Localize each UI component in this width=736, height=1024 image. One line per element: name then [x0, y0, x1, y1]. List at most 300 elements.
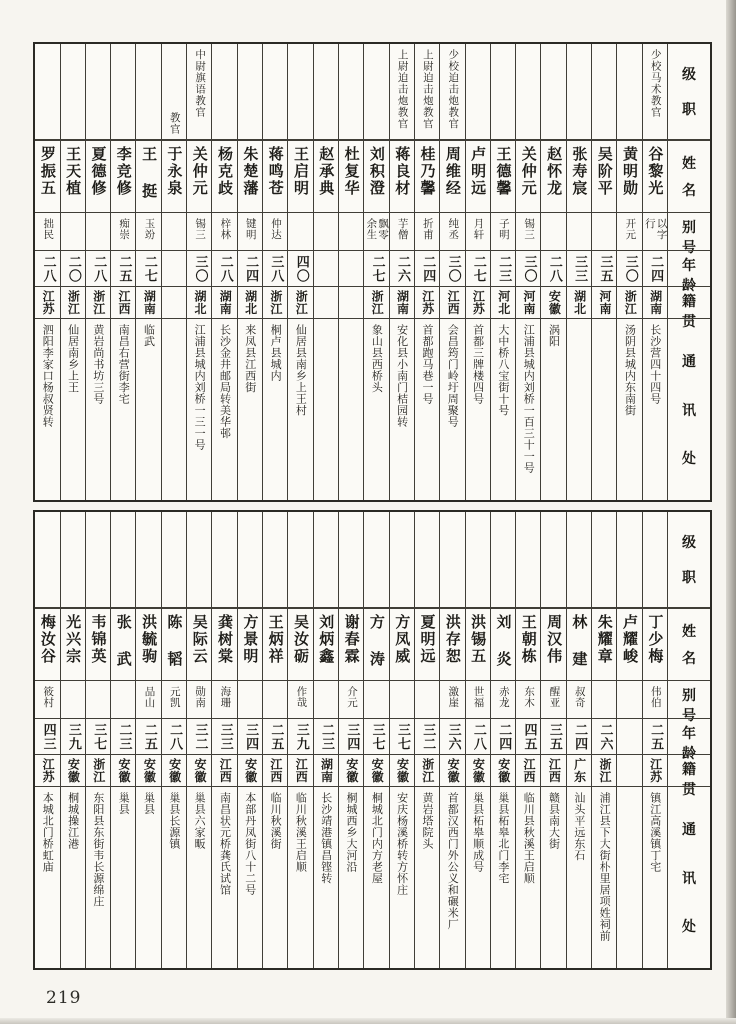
person-column	[643, 44, 668, 500]
name-cell: 罗振五	[35, 139, 59, 212]
name-cell: 王德馨	[491, 139, 515, 212]
address-cell: 长沙金井邮局转美华邨	[212, 318, 236, 500]
person-column	[162, 512, 187, 968]
address-cell: 汤阴县城内东南街	[617, 318, 641, 500]
rank-cell: 上尉迫击炮教官	[396, 49, 409, 130]
rank-cell	[238, 44, 262, 139]
name-cell: 夏明远	[415, 607, 439, 680]
origin-cell: 湖南	[212, 286, 236, 318]
name-cell: 赵怀龙	[541, 139, 565, 212]
origin-cell: 浙江	[86, 754, 110, 786]
name-cell: 谷黎光	[643, 139, 667, 212]
origin-cell: 江苏	[643, 754, 667, 786]
name-cell: 陈 韬	[162, 607, 186, 680]
alias-cell	[364, 680, 388, 718]
address-cell: 东阳县东街韦长源绵庄	[86, 786, 110, 968]
alias-cell: 伟伯	[643, 680, 667, 718]
alias-cell: 仲达	[263, 212, 287, 250]
alias-cell: 东木	[516, 680, 540, 718]
origin-cell: 湖北	[238, 286, 262, 318]
person-column	[111, 44, 136, 500]
origin-cell	[617, 754, 641, 786]
age-cell: 三七	[364, 718, 388, 754]
alias-cell: 勋南	[187, 680, 211, 718]
alias-cell: 叔奇	[567, 680, 591, 718]
address-cell	[592, 318, 616, 500]
origin-cell: 江西	[212, 754, 236, 786]
rank-cell	[516, 512, 540, 607]
address-cell: 浦江县下大街朴里居项姓祠前	[592, 786, 616, 968]
person-column	[35, 44, 60, 500]
person-column	[136, 44, 161, 500]
name-cell: 周维经	[440, 139, 464, 212]
age-cell: 二五	[111, 250, 135, 286]
age-cell: 三三	[212, 718, 236, 754]
alias-cell: 拙民	[35, 212, 59, 250]
rank-cell	[187, 512, 211, 607]
origin-cell: 安徽	[491, 754, 515, 786]
rank-cell	[466, 512, 490, 607]
origin-cell: 湖南	[136, 286, 160, 318]
address-cell: 临川秋溪王启顺	[288, 786, 312, 968]
person-column	[61, 44, 86, 500]
age-cell: 二八	[86, 250, 110, 286]
origin-cell: 江西	[111, 286, 135, 318]
address-cell: 象山县西桥头	[364, 318, 388, 500]
alias-cell: 玉竕	[136, 212, 160, 250]
age-cell: 三〇	[617, 250, 641, 286]
address-cell: 桐卢县城内	[263, 318, 287, 500]
person-column	[86, 44, 111, 500]
alias-cell: 月轩	[466, 212, 490, 250]
name-cell: 梅汝谷	[35, 607, 59, 680]
person-column	[35, 512, 60, 968]
person-column	[238, 44, 263, 500]
rank-cell	[86, 44, 110, 139]
rank-cell: 上尉迫击炮教官	[421, 49, 434, 130]
rank-cell: 少校迫击炮教官	[447, 49, 460, 130]
row-label-alias: 别 号	[668, 212, 710, 250]
name-cell: 王炳祥	[263, 607, 287, 680]
alias-cell: 芋僧	[390, 212, 414, 250]
alias-cell: 折甫	[415, 212, 439, 250]
rank-cell	[238, 512, 262, 607]
person-column	[617, 44, 642, 500]
person-column	[288, 512, 313, 968]
name-cell: 卢耀峻	[617, 607, 641, 680]
name-cell: 周汉伟	[541, 607, 565, 680]
address-cell: 大中桥八宝街十号	[491, 318, 515, 500]
row-label-origin: 籍 贯	[668, 754, 710, 786]
rank-cell	[86, 512, 110, 607]
age-cell: 三三	[567, 250, 591, 286]
rank-cell	[415, 512, 439, 607]
alias-cell	[541, 212, 565, 250]
name-cell: 王 挺	[136, 139, 160, 212]
origin-cell: 河北	[491, 286, 515, 318]
address-cell: 桐城北门内方老屋	[364, 786, 388, 968]
address-cell: 江浦县城内刘桥一百三十一号	[516, 318, 540, 500]
alias-cell	[314, 212, 338, 250]
person-column	[390, 512, 415, 968]
row-label-origin: 籍 贯	[668, 286, 710, 318]
address-cell: 长沙靖港镇昌铿转	[314, 786, 338, 968]
alias-cell	[61, 212, 85, 250]
row-label-rank: 级 职	[682, 534, 696, 587]
person-column	[263, 512, 288, 968]
person-column	[491, 512, 516, 968]
age-cell: 三九	[61, 718, 85, 754]
alias-cell	[86, 680, 110, 718]
address-cell: 涡阳	[541, 318, 565, 500]
alias-cell: 元凯	[162, 680, 186, 718]
name-cell: 关仲元	[187, 139, 211, 212]
age-cell: 三〇	[440, 250, 464, 286]
origin-cell: 安徽	[136, 754, 160, 786]
alias-cell: 品山	[136, 680, 160, 718]
alias-cell: 锡三	[516, 212, 540, 250]
name-cell: 关仲元	[516, 139, 540, 212]
name-cell: 夏德修	[86, 139, 110, 212]
rank-cell	[541, 512, 565, 607]
rank-cell	[567, 512, 591, 607]
row-label-name: 姓 名	[668, 139, 710, 212]
person-column	[466, 512, 491, 968]
alias-cell	[567, 212, 591, 250]
address-cell: 江浦县城内刘桥一三一号	[187, 318, 211, 500]
address-cell	[339, 318, 363, 500]
person-column	[162, 44, 187, 500]
alias-cell	[415, 680, 439, 718]
origin-cell: 安徽	[364, 754, 388, 786]
row-label-rank: 级 职	[682, 66, 696, 119]
person-column	[415, 44, 440, 500]
person-column	[187, 512, 212, 968]
name-cell: 卢明远	[466, 139, 490, 212]
address-cell	[567, 318, 591, 500]
person-column	[390, 44, 415, 500]
person-column	[466, 44, 491, 500]
age-cell: 二三	[491, 250, 515, 286]
name-cell: 方 涛	[364, 607, 388, 680]
rank-cell	[35, 512, 59, 607]
origin-cell: 安徽	[61, 754, 85, 786]
address-cell: 巢县	[111, 786, 135, 968]
person-column	[212, 44, 237, 500]
address-cell: 长沙营四十四号	[643, 318, 667, 500]
alias-cell	[617, 680, 641, 718]
rank-cell	[61, 44, 85, 139]
age-cell: 四三	[35, 718, 59, 754]
age-cell	[617, 718, 641, 754]
person-column	[415, 512, 440, 968]
alias-cell	[592, 212, 616, 250]
address-cell: 泗阳李家口杨叔贤转	[35, 318, 59, 500]
name-cell: 张寿宸	[567, 139, 591, 212]
alias-cell: 筱村	[35, 680, 59, 718]
row-label-column	[668, 512, 710, 968]
person-column	[643, 512, 668, 968]
name-cell: 方凤威	[390, 607, 414, 680]
name-cell: 丁少梅	[643, 607, 667, 680]
person-column	[440, 44, 465, 500]
origin-cell: 河南	[592, 286, 616, 318]
name-cell: 王启明	[288, 139, 312, 212]
rank-cell	[111, 512, 135, 607]
name-cell: 光兴宗	[61, 607, 85, 680]
name-cell: 洪毓驹	[136, 607, 160, 680]
age-cell: 三九	[288, 718, 312, 754]
origin-cell: 安徽	[466, 754, 490, 786]
address-cell: 首都三牌楼四号	[466, 318, 490, 500]
address-cell: 巢县	[136, 786, 160, 968]
person-column	[567, 44, 592, 500]
origin-cell: 安徽	[440, 754, 464, 786]
alias-cell: 世福	[466, 680, 490, 718]
rank-cell	[162, 512, 186, 607]
origin-cell: 河南	[516, 286, 540, 318]
rank-cell	[617, 512, 641, 607]
origin-cell: 浙江	[263, 286, 287, 318]
address-cell: 南昌右营街李宅	[111, 318, 135, 500]
alias-cell	[111, 680, 135, 718]
alias-cell	[162, 212, 186, 250]
rank-cell	[339, 44, 363, 139]
scan-edge-bottom	[0, 1018, 736, 1024]
age-cell: 二五	[263, 718, 287, 754]
alias-cell: 梓林	[212, 212, 236, 250]
age-cell: 二八	[35, 250, 59, 286]
age-cell: 二六	[592, 718, 616, 754]
alias-cell	[263, 680, 287, 718]
origin-cell: 安徽	[390, 754, 414, 786]
alias-cell	[390, 680, 414, 718]
address-cell: 巢县柘皋北门李宅	[491, 786, 515, 968]
person-column	[288, 44, 313, 500]
rank-cell	[339, 512, 363, 607]
origin-cell: 广东	[567, 754, 591, 786]
name-cell: 刘 炎	[491, 607, 515, 680]
page-number: 219	[46, 988, 82, 1008]
row-label-name: 姓 名	[668, 607, 710, 680]
rank-cell	[466, 44, 490, 139]
age-cell: 二五	[643, 718, 667, 754]
age-cell: 三七	[86, 718, 110, 754]
age-cell: 二四	[238, 250, 262, 286]
roster-table-top	[33, 42, 712, 502]
rank-cell	[643, 512, 667, 607]
age-cell: 二八	[162, 718, 186, 754]
name-cell: 吴阶平	[592, 139, 616, 212]
address-cell: 巢县六家畈	[187, 786, 211, 968]
age-cell	[162, 250, 186, 286]
origin-cell: 安徽	[339, 754, 363, 786]
rank-cell	[617, 44, 641, 139]
rank-cell	[516, 44, 540, 139]
name-cell: 朱耀章	[592, 607, 616, 680]
origin-cell: 浙江	[86, 286, 110, 318]
age-cell: 二五	[136, 718, 160, 754]
row-label-age: 年 龄	[668, 718, 710, 754]
rank-cell: 少校马术教官	[649, 49, 662, 118]
age-cell: 三六	[440, 718, 464, 754]
rank-cell	[364, 512, 388, 607]
age-cell: 三二	[187, 718, 211, 754]
age-cell	[314, 250, 338, 286]
address-cell: 镇江高溪镇丁宅	[643, 786, 667, 968]
address-cell: 赣县南大街	[541, 786, 565, 968]
rank-cell	[136, 44, 160, 139]
age-cell: 二〇	[61, 250, 85, 286]
origin-cell: 湖南	[390, 286, 414, 318]
alias-cell: 介元	[339, 680, 363, 718]
origin-cell: 江西	[288, 754, 312, 786]
name-cell: 朱楚藩	[238, 139, 262, 212]
origin-cell: 浙江	[617, 286, 641, 318]
alias-cell	[314, 680, 338, 718]
age-cell: 三八	[263, 250, 287, 286]
person-column	[592, 512, 617, 968]
address-cell	[314, 318, 338, 500]
origin-cell: 安徽	[111, 754, 135, 786]
address-cell: 来凤县江西街	[238, 318, 262, 500]
age-cell: 四〇	[288, 250, 312, 286]
rank-cell	[111, 44, 135, 139]
origin-cell: 江西	[263, 754, 287, 786]
rank-cell	[491, 44, 515, 139]
alias-cell	[592, 680, 616, 718]
person-column	[617, 512, 642, 968]
origin-cell: 江苏	[415, 286, 439, 318]
alias-cell	[339, 212, 363, 250]
person-column	[491, 44, 516, 500]
origin-cell: 浙江	[592, 754, 616, 786]
origin-cell: 江苏	[466, 286, 490, 318]
origin-cell: 安徽	[187, 754, 211, 786]
name-cell: 洪锡五	[466, 607, 490, 680]
address-cell: 本城北门桥虹庙	[35, 786, 59, 968]
age-cell: 二三	[314, 718, 338, 754]
rank-cell	[136, 512, 160, 607]
origin-cell	[314, 286, 338, 318]
address-cell: 仙居县南乡上王村	[288, 318, 312, 500]
age-cell: 四五	[516, 718, 540, 754]
age-cell: 二七	[466, 250, 490, 286]
rank-cell	[263, 512, 287, 607]
name-cell: 杜复华	[339, 139, 363, 212]
origin-cell: 湖北	[567, 286, 591, 318]
age-cell: 二四	[643, 250, 667, 286]
rank-cell	[592, 512, 616, 607]
address-cell: 桐城操江港	[61, 786, 85, 968]
alias-cell: 以字行	[643, 212, 667, 250]
rank-cell	[263, 44, 287, 139]
rank-cell	[592, 44, 616, 139]
address-cell: 仙居南乡上王	[61, 318, 85, 500]
name-cell: 吴汝砺	[288, 607, 312, 680]
person-column	[263, 44, 288, 500]
origin-cell: 安徽	[162, 754, 186, 786]
person-column	[516, 44, 541, 500]
origin-cell: 江苏	[35, 754, 59, 786]
age-cell: 二四	[491, 718, 515, 754]
name-cell: 蒋鸣苍	[263, 139, 287, 212]
rank-cell	[567, 44, 591, 139]
alias-cell: 锡三	[187, 212, 211, 250]
address-cell: 首都汉西门外公义和碾米厂	[440, 786, 464, 968]
row-label-address: 通 讯 处	[668, 786, 710, 968]
alias-cell	[86, 212, 110, 250]
age-cell: 二四	[415, 250, 439, 286]
age-cell: 二八	[212, 250, 236, 286]
person-column	[136, 512, 161, 968]
alias-cell: 子明	[491, 212, 515, 250]
age-cell: 三五	[541, 718, 565, 754]
alias-cell: 飘零余生	[364, 212, 388, 250]
age-cell: 二三	[111, 718, 135, 754]
person-column	[212, 512, 237, 968]
person-column	[541, 512, 566, 968]
origin-cell: 江苏	[35, 286, 59, 318]
origin-cell: 安徽	[238, 754, 262, 786]
address-cell: 首都跑马巷一号	[415, 318, 439, 500]
address-cell: 安庆杨溪桥转方怀庄	[390, 786, 414, 968]
age-cell: 二八	[541, 250, 565, 286]
age-cell: 三五	[592, 250, 616, 286]
row-label-column	[668, 44, 710, 500]
person-column	[61, 512, 86, 968]
person-column	[440, 512, 465, 968]
origin-cell: 浙江	[415, 754, 439, 786]
name-cell: 桂乃馨	[415, 139, 439, 212]
origin-cell: 湖北	[187, 286, 211, 318]
name-cell: 蒋良材	[390, 139, 414, 212]
alias-cell: 开元	[617, 212, 641, 250]
row-label-address: 通 讯 处	[668, 318, 710, 500]
name-cell: 李竞修	[111, 139, 135, 212]
age-cell	[339, 250, 363, 286]
row-label-age: 年 龄	[668, 250, 710, 286]
name-cell: 王朝栋	[516, 607, 540, 680]
address-cell: 会昌筠门岭圩周聚号	[440, 318, 464, 500]
rank-cell	[541, 44, 565, 139]
rank-cell: 教官	[168, 112, 181, 135]
person-column	[567, 512, 592, 968]
age-cell: 二六	[390, 250, 414, 286]
person-column	[364, 44, 389, 500]
name-cell: 谢春霖	[339, 607, 363, 680]
origin-cell	[162, 286, 186, 318]
person-column	[339, 512, 364, 968]
alias-cell	[238, 680, 262, 718]
alias-cell: 作哉	[288, 680, 312, 718]
person-column	[111, 512, 136, 968]
address-cell: 黄岩尚书坊三号	[86, 318, 110, 500]
rank-cell: 中尉旗语教官	[194, 49, 207, 118]
age-cell: 三四	[238, 718, 262, 754]
address-cell: 黄岩塔院头	[415, 786, 439, 968]
alias-cell: 海珊	[212, 680, 236, 718]
origin-cell: 湖南	[314, 754, 338, 786]
origin-cell: 浙江	[61, 286, 85, 318]
alias-cell: 纯丞	[440, 212, 464, 250]
age-cell: 二四	[567, 718, 591, 754]
age-cell: 二七	[364, 250, 388, 286]
scan-edge-right	[726, 0, 736, 1024]
alias-cell	[61, 680, 85, 718]
person-column	[592, 44, 617, 500]
rank-cell	[364, 44, 388, 139]
